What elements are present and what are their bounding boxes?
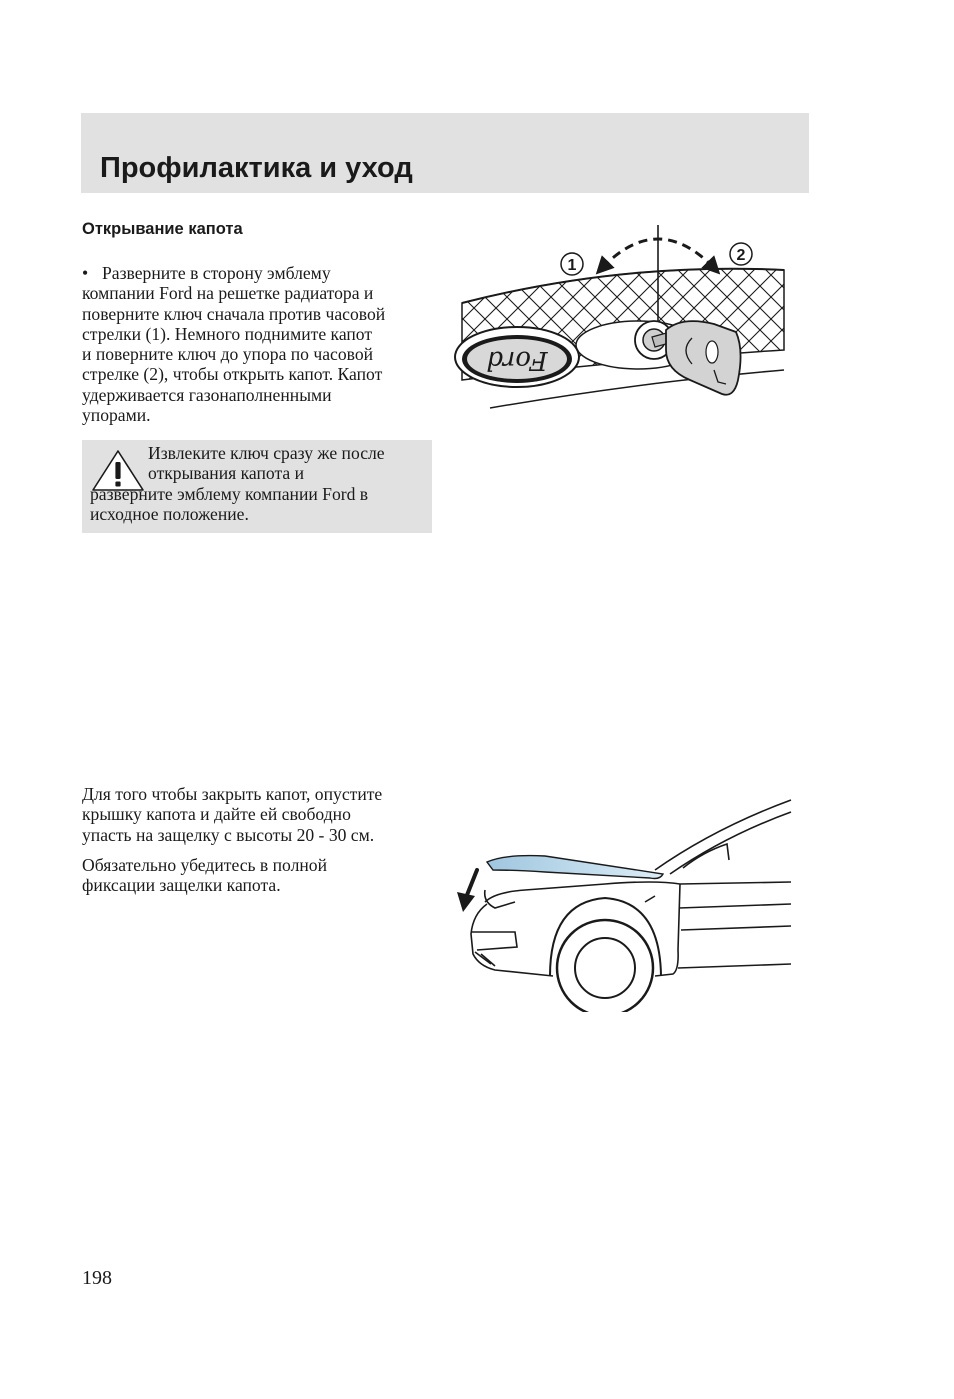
text-line: Разверните в сторону эмблему	[102, 263, 331, 283]
callout-1-label: 1	[567, 257, 577, 274]
text-line: упорами.	[82, 405, 151, 426]
text-line: поверните ключ сначала против часовой	[82, 303, 386, 324]
text-line: крышку капота и дайте ей свободно	[82, 804, 351, 825]
text-line: фиксации защелки капота.	[82, 875, 281, 896]
warning-text	[90, 443, 385, 524]
text-line: компании Ford на решетке радиатора и	[82, 283, 374, 304]
closing-instructions	[82, 784, 382, 845]
text-line: Извлеките ключ сразу же после	[148, 443, 385, 463]
emblem-logo-text: Ford	[486, 345, 548, 375]
text-line: Обязательно убедитесь в полной	[82, 855, 328, 875]
page-number: 198	[82, 1267, 112, 1289]
text-line: Для того чтобы закрыть капот, опустите	[82, 784, 383, 804]
instruction-paragraph	[82, 263, 386, 426]
text-line: стрелке (2), чтобы открыть капот. Капот	[82, 364, 383, 385]
page-title: Профилактика и уход	[100, 152, 413, 184]
car-hood-closing-illustration	[455, 792, 795, 1012]
callout-2-label: 2	[736, 247, 746, 264]
text-line: открывания капота и	[148, 463, 304, 484]
text-line: разверните эмблему компании Ford в	[90, 483, 369, 504]
bullet-symbol: •	[82, 263, 89, 283]
text-line: удерживается газонаполненными	[82, 384, 332, 405]
down-arrow-head	[457, 892, 475, 912]
raised-hood	[487, 856, 663, 879]
latch-confirmation-note	[82, 855, 327, 896]
ford-emblem	[455, 327, 579, 387]
text-line: стрелки (1). Немного поднимите капот	[82, 323, 373, 344]
warning-box	[82, 440, 432, 533]
text-line: упасть на защелку с высоты 20 - 30 см.	[82, 824, 375, 845]
hood-release-key-illustration	[452, 220, 812, 415]
front-wheel-rim	[575, 938, 635, 998]
section-heading: Открывание капота	[82, 220, 243, 238]
instruction-text	[82, 263, 385, 425]
text-line: и поверните ключ до упора по часовой	[82, 344, 374, 365]
text-line: исходное положение.	[90, 503, 249, 524]
